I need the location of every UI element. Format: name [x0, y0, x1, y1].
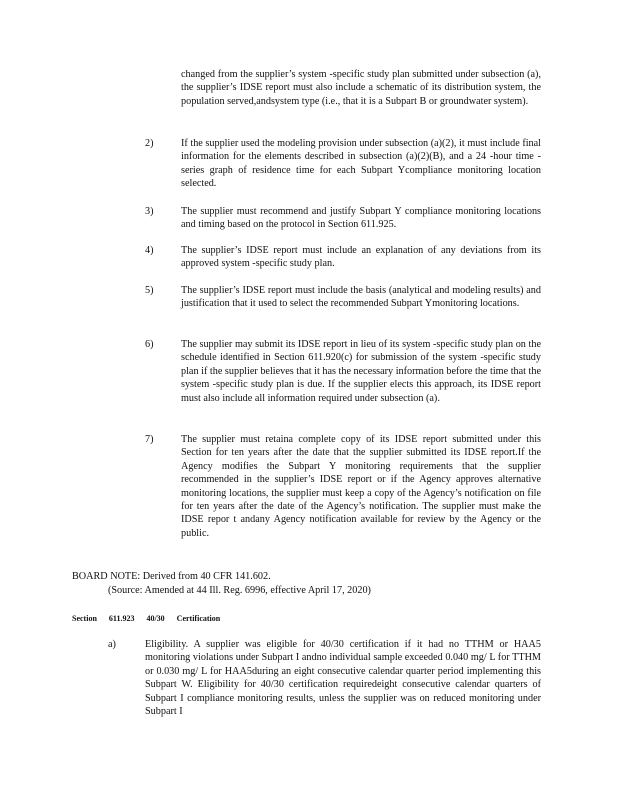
- item-number: 4): [145, 245, 154, 256]
- item-text: The supplier must retaina complete copy of its IDSE report submitted under this Section for ten years after the date that the supplier submitted its IDSE report.If the Agency modifies the Subpart Y monitoring requirements that the supplier recommended in the supplier’s IDSE report or if the Agency approves alternative monitoring locations, the supplier must keep a copy of the Agency’s notification on file for ten years after the date of the Agency’s notification. The supplier must make the IDSE repor t andany Agency notification available for review by the Agency or the public.: [181, 434, 541, 539]
- item-number: 3): [145, 206, 154, 217]
- item-text: The supplier may submit its IDSE report in lieu of its system -specific study plan on the schedule identified in Section 611.920(c) for submission of the system -specific study plan if the supplier believes that it has the necessary information before the time that the system -specific study plan is due. If the supplier elects this approach, its IDSE report must also include all information required under subsection (a).: [181, 339, 541, 404]
- continuation-paragraph: changed from the supplier’s system -specific study plan submitted under subsection (a), the supplier’s IDSE report must also include a schematic of its distribution system, the population served,andsystem type (i.e., that it is a Subpart B or groundwater system).: [181, 69, 541, 107]
- item-number: 5): [145, 285, 154, 296]
- item-text: The supplier must recommend and justify Subpart Y compliance monitoring locations and timing based on the protocol in Section 611.925.: [181, 206, 541, 231]
- subsection-number: a): [108, 639, 116, 650]
- board-note: BOARD NOTE: Derived from 40 CFR 141.602.: [72, 571, 271, 582]
- item-text: If the supplier used the modeling provision under subsection (a)(2), it must include final information for the elements described in subsection (a)(2)(B), and a 24 -hour time -series graph of residence time for each Subpart Ycompliance monitoring location selected.: [181, 138, 541, 190]
- item-text: The supplier’s IDSE report must include an explanation of any deviations from its approved system -specific study plan.: [181, 245, 541, 270]
- item-number: 7): [145, 434, 154, 445]
- source-note: (Source: Amended at 44 Ill. Reg. 6996, effective April 17, 2020): [108, 585, 371, 596]
- item-number: 2): [145, 138, 154, 149]
- subsection-text: Eligibility. A supplier was eligible for 40/30 certification if it had no TTHM or HAA5 monitoring violations under Subpart I andno individual sample exceeded 0.040 mg/ L for TTHM or 0.030 mg/ L for HAA5during an eight consecutive calendar quarter period implementing this Subpart W. Eligibility for 40/30 certification requiredeight consecutive calendar quarters of Subpart I compliance monitoring results, unless the supplier was on reduced monitoring under Subpart I: [145, 639, 541, 718]
- item-number: 6): [145, 339, 154, 350]
- item-text: The supplier’s IDSE report must include the basis (analytical and modeling results) and justification that it used to select the recommended Subpart Ymonitoring locations.: [181, 285, 541, 310]
- section-heading: Section 611.923 40/30 Certification: [72, 614, 221, 623]
